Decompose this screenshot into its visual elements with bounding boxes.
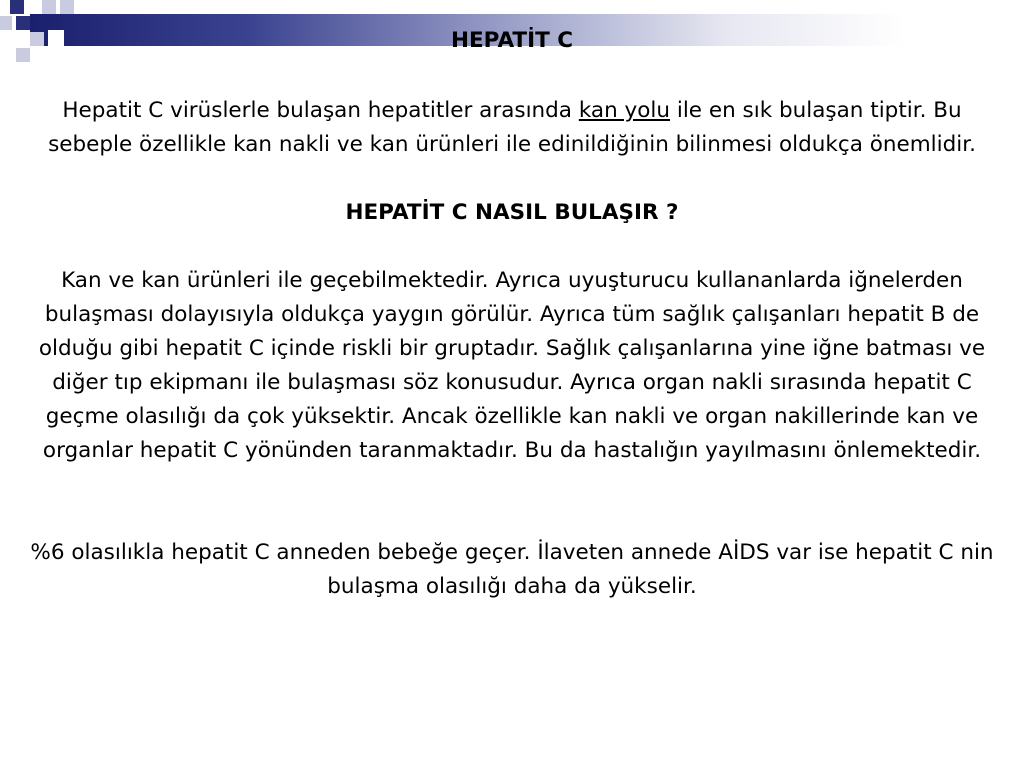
decorative-square bbox=[60, 0, 74, 14]
slide-title: HEPATİT C bbox=[450, 28, 574, 53]
slide-content bbox=[30, 24, 994, 604]
closing-paragraph: %6 olasılıkla hepatit C anneden bebeğe geçer. İlaveten annede AİDS var ise hepatit C nin bulaşma olasılığı daha da yükselir. bbox=[30, 540, 994, 599]
decorative-square bbox=[16, 48, 30, 62]
intro-paragraph bbox=[30, 94, 994, 162]
decorative-square bbox=[10, 0, 24, 14]
spacer bbox=[30, 60, 994, 94]
decorative-square bbox=[0, 16, 12, 30]
intro-text-before: Hepatit C virüslerle bulaşan hepatitler arasında bbox=[62, 98, 579, 123]
spacer bbox=[30, 230, 994, 264]
intro-text-after: ile en sık bulaşan tiptir. Bu sebeple özellikle kan nakli ve kan ürünleri ile edinildiğinin bilinmesi oldukça önemlidir. bbox=[48, 98, 976, 157]
decorative-square bbox=[42, 0, 56, 14]
spacer bbox=[30, 468, 994, 536]
section-heading: HEPATİT C NASIL BULAŞIR ? bbox=[345, 200, 679, 225]
spacer bbox=[30, 162, 994, 196]
body-paragraph: Kan ve kan ürünleri ile geçebilmektedir. Ayrıca uyuşturucu kullananlarda iğnelerden bulaşması dolayısıyla oldukça yaygın görülür. Ayrıca tüm sağlık çalışanları hepatit B de olduğu gibi hepatit C içinde riskli bir gruptadır. Sağlık çalışanlarına yine iğne batması ve diğer tıp ekipmanı ile bulaşması söz konusudur. Ayrıca organ nakli sırasında hepatit C geçme olasılığı da çok yüksektir. Ancak özellikle kan nakli ve organ nakillerinde kan ve organlar hepatit C yönünden taranmaktadır. Bu da hastalığın yayılmasını önlemektedir. bbox=[38, 268, 986, 463]
decorative-square bbox=[16, 16, 30, 30]
underlined-term: kan yolu bbox=[578, 98, 671, 123]
